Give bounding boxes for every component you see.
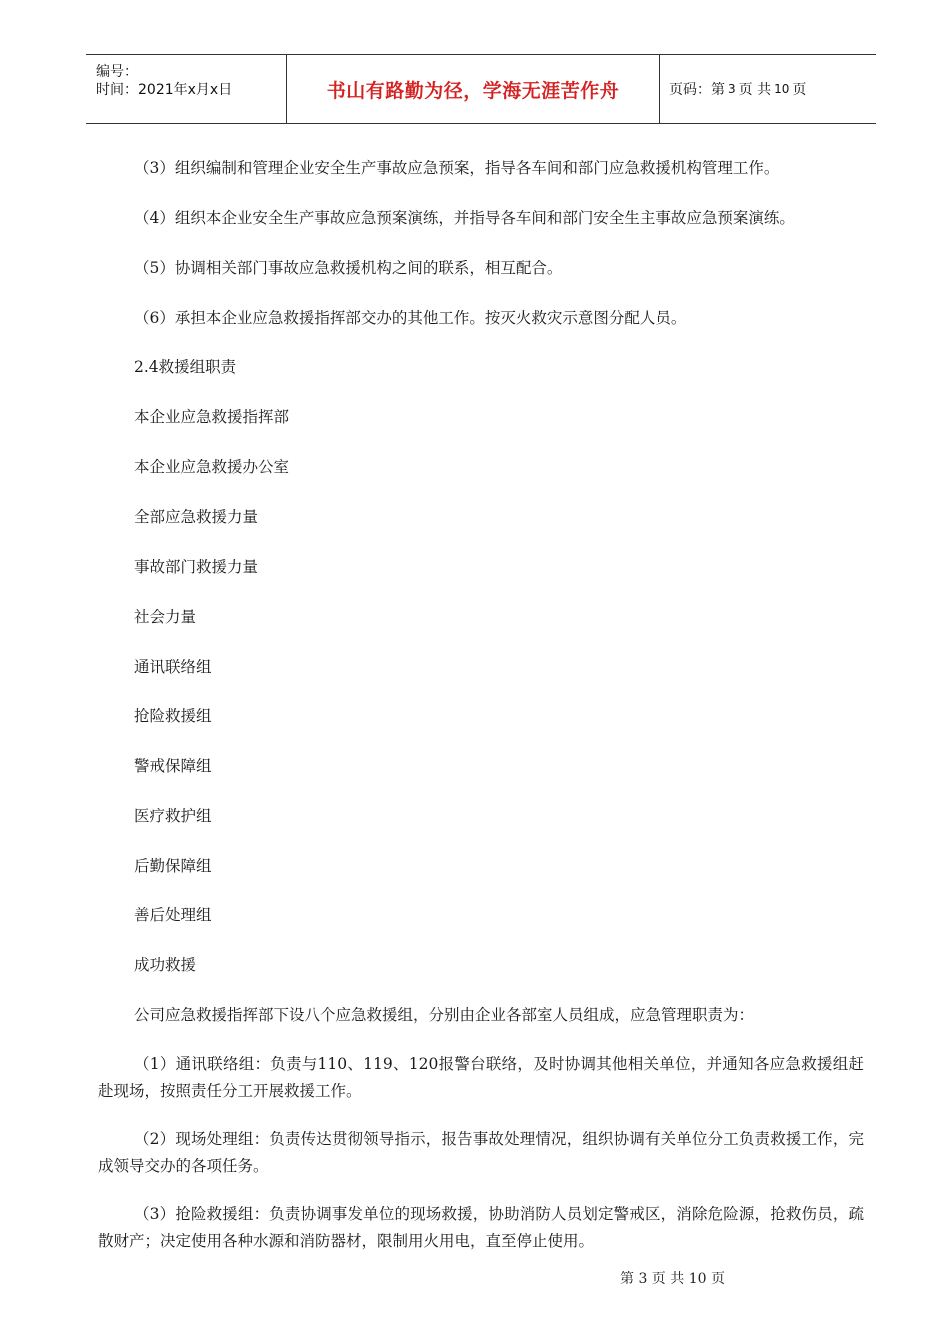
duty-item-4: （4）组织本企业安全生产事故应急预案演练，并指导各车间和部门安全生主事故应急预案演练。 (134, 209, 795, 227)
duty-item-5: （5）协调相关部门事故应急救援机构之间的联系，相互配合。 (134, 259, 563, 277)
org-item: 医疗救护组 (134, 807, 212, 825)
page-total: 10 (774, 82, 790, 96)
org-item: 社会力量 (134, 608, 197, 626)
page-suffix: 页 (792, 82, 807, 98)
page-prefix: 页码：第 (669, 82, 725, 98)
header-divider (659, 55, 660, 123)
duty-item-6: （6）承担本企业应急救援指挥部交办的其他工作。按灭火救灾示意图分配人员。 (134, 309, 687, 327)
org-item: 本企业应急救援指挥部 (134, 408, 290, 426)
page-current: 3 (728, 82, 736, 96)
page-header (86, 54, 876, 124)
group-duty-paragraph: （3）抢险救援组：负责协调事发单位的现场救援，协助消防人员划定警戒区，消除危险源，抢救伤员，疏散财产；决定使用各种水源和消防器材，限制用火用电，直至停止使用。 (98, 1205, 864, 1250)
number-label: 编号： (96, 64, 138, 80)
header-meta (86, 55, 286, 123)
org-item: 警戒保障组 (134, 757, 212, 775)
org-item: 本企业应急救援办公室 (134, 458, 290, 476)
intro-paragraph: 公司应急救援指挥部下设八个应急救援组，分别由企业各部室人员组成，应急管理职责为： (134, 1006, 755, 1024)
org-item: 通讯联络组 (134, 658, 212, 676)
page-footer: 第 3 页 共 10 页 (620, 1271, 725, 1287)
group-duty-paragraph: （1）通讯联络组：负责与110、119、120报警台联络，及时协调其他相关单位，并通知各应急救援组赶赴现场，按照责任分工开展救援工作。 (98, 1055, 864, 1100)
org-item: 抢险救援组 (134, 707, 212, 725)
org-item: 事故部门救援力量 (134, 558, 259, 576)
header-motto: 书山有路勤为径，学海无涯苦作舟 (326, 79, 620, 102)
org-item: 全部应急救援力量 (134, 508, 259, 526)
org-item: 成功救援 (134, 956, 197, 974)
page-mid: 页 共 (738, 82, 772, 98)
group-duty-paragraph: （2）现场处理组：负责传达贯彻领导指示，报告事故处理情况，组织协调有关单位分工负责救援工作，完成领导交办的各项任务。 (98, 1130, 864, 1175)
time-label: 时间：2021年x月x日 (96, 82, 233, 98)
org-item: 善后处理组 (134, 906, 212, 924)
header-page-number (669, 55, 806, 123)
org-item: 后勤保障组 (134, 857, 212, 875)
section-heading: 2.4救援组职责 (134, 358, 237, 376)
duty-item-3: （3）组织编制和管理企业安全生产事故应急预案，指导各车间和部门应急救援机构管理工作。 (134, 159, 780, 177)
